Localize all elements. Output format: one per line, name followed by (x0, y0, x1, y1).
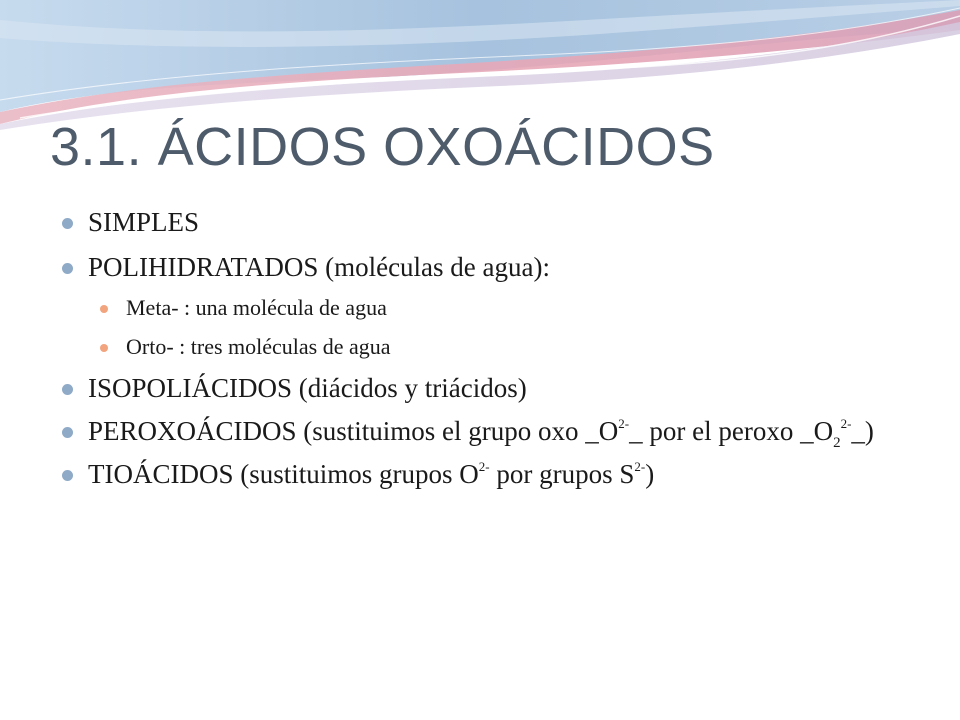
header-wave-decoration (0, 0, 960, 130)
superscript-charge: 2- (840, 416, 852, 431)
bullet-text: SIMPLES (88, 207, 200, 237)
sub-bullet-item-meta (60, 294, 900, 322)
sub-bullet-dot-icon (100, 344, 108, 352)
bullet-text: POLIHIDRATADOS (moléculas de agua): (88, 252, 550, 282)
superscript-charge: 2- (634, 459, 646, 474)
bullet-text-part: PEROXOÁCIDOS (sustituimos el grupo oxo _O (88, 416, 619, 446)
bullet-list (60, 206, 900, 501)
bullet-item-polihidratados (60, 251, 900, 284)
bullet-text-part: _) (851, 416, 874, 446)
bullet-dot-icon (62, 384, 73, 395)
sub-bullet-item-orto (60, 333, 900, 361)
bullet-item-isopoliacidos (60, 372, 900, 405)
sub-bullet-text: Meta- : una molécula de agua (126, 295, 387, 320)
bullet-item-peroxoacidos (60, 415, 900, 451)
bullet-text-part: _ por el peroxo _O (629, 416, 834, 446)
slide-title: 3.1. ÁCIDOS OXOÁCIDOS (50, 117, 715, 177)
subscript-count: 2 (833, 435, 841, 451)
sub-bullet-text: Orto- : tres moléculas de agua (126, 334, 391, 359)
superscript-charge: 2- (478, 459, 490, 474)
bullet-text-part: ) (645, 459, 655, 489)
bullet-text-part: TIOÁCIDOS (sustituimos grupos O (88, 459, 479, 489)
bullet-dot-icon (62, 218, 73, 229)
bullet-text-part: por grupos S (489, 459, 635, 489)
sub-bullet-dot-icon (100, 305, 108, 313)
bullet-item-simples (60, 206, 900, 239)
bullet-text: ISOPOLIÁCIDOS (diácidos y triácidos) (88, 373, 527, 403)
bullet-dot-icon (62, 427, 73, 438)
bullet-dot-icon (62, 470, 73, 481)
superscript-charge: 2- (618, 416, 630, 431)
bullet-item-tioacidos (60, 458, 900, 491)
bullet-dot-icon (62, 263, 73, 274)
